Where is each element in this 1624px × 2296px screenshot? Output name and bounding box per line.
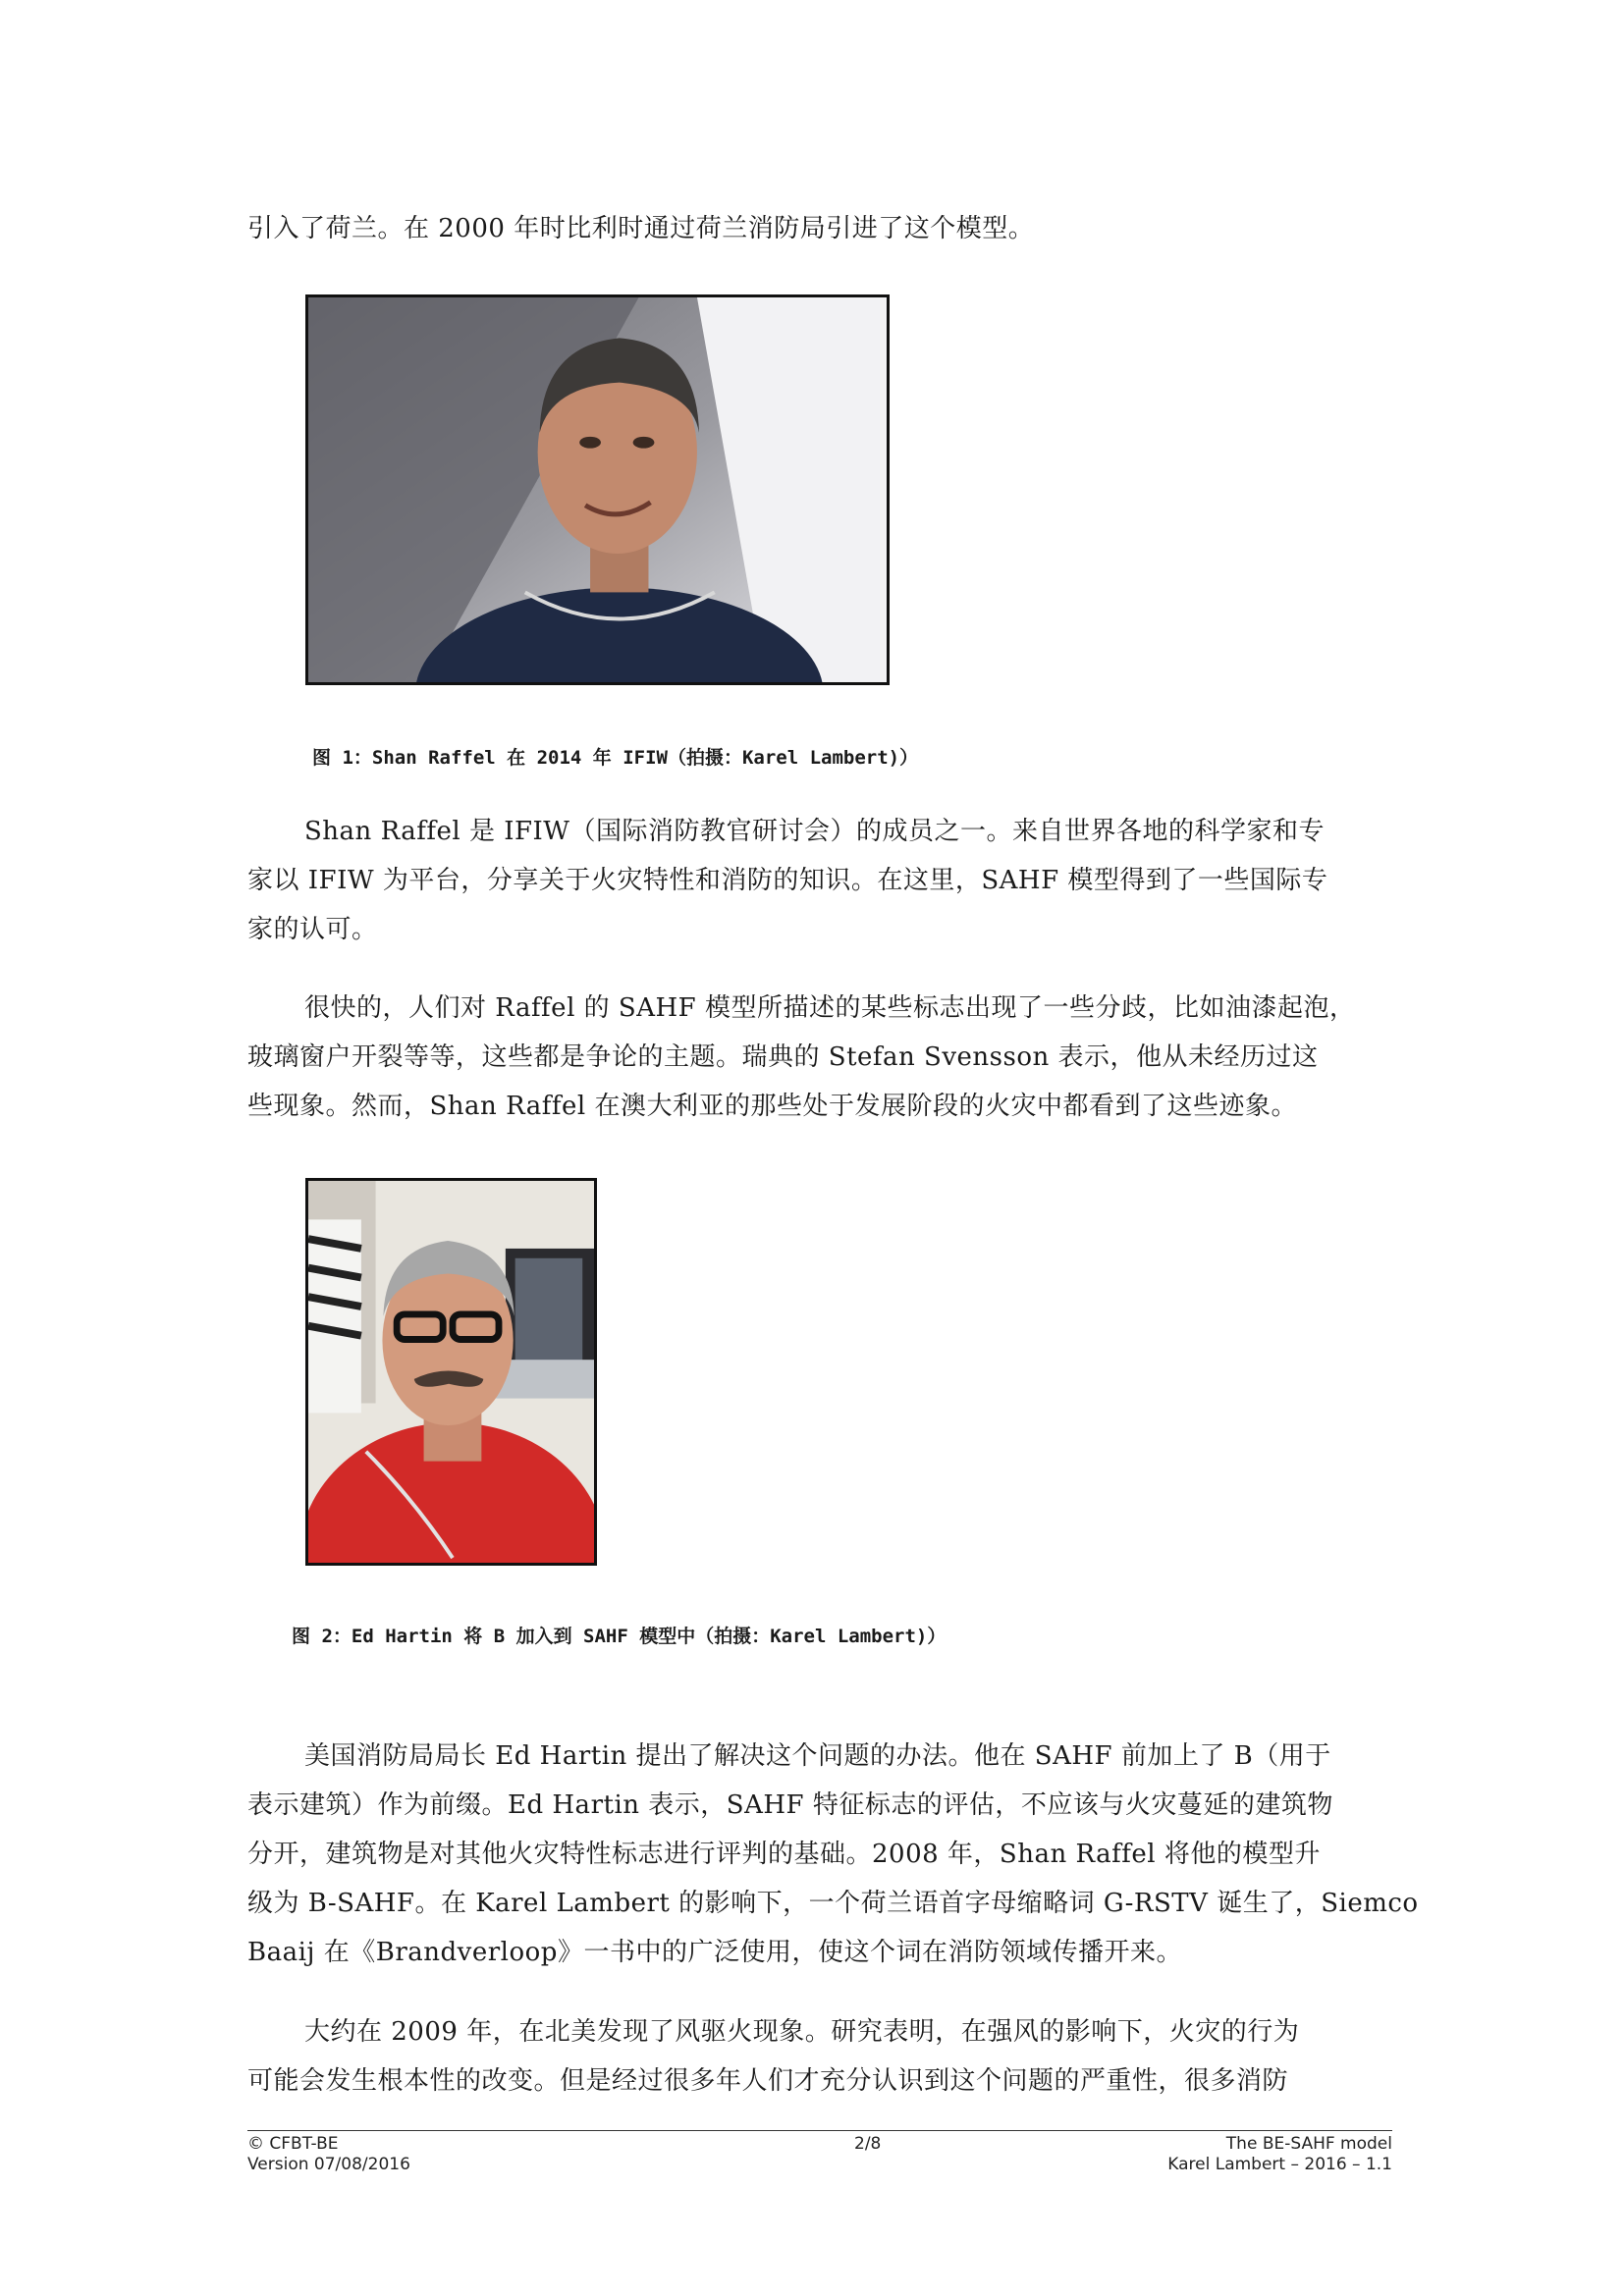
paragraph-dispute [247, 984, 1394, 1131]
portrait-photo-icon [308, 297, 887, 682]
footer-right [1167, 2134, 1392, 2175]
text-line: 美国消防局局长 Ed Hartin 提出了解决这个问题的办法。他在 SAHF 前加上了 B（用于 [304, 1741, 1331, 1771]
figure-1-image [305, 294, 890, 685]
page-number: 2/8 [854, 2134, 882, 2154]
paragraph-ifiw [247, 807, 1394, 954]
figure-1-caption: 图 1：Shan Raffel 在 2014 年 IFIW（拍摄：Karel Lambert)） [312, 747, 919, 769]
footer-version: Version 07/08/2016 [247, 2155, 410, 2174]
text-line: 引入了荷兰。在 2000 年时比利时通过荷兰消防局引进了这个模型。 [247, 214, 1035, 243]
text-line: 可能会发生根本性的改变。但是经过很多年人们才充分认识到这个问题的严重性，很多消防 [247, 2066, 1289, 2096]
figure-2-caption: 图 2：Ed Hartin 将 B 加入到 SAHF 模型中（拍摄：Karel Lambert)） [292, 1626, 947, 1647]
paragraph-intro [247, 204, 1394, 253]
text-line: 分开，建筑物是对其他火灾特性标志进行评判的基础。2008 年，Shan Raffel 将他的模型升 [247, 1840, 1321, 1869]
footer-divider [247, 2130, 1392, 2131]
text-line: 玻璃窗户开裂等等，这些都是争论的主题。瑞典的 Stefan Svensson 表示，他从未经历过这 [247, 1042, 1319, 1072]
figure-2-image [305, 1178, 597, 1566]
text-line: 表示建筑）作为前缀。Ed Hartin 表示，SAHF 特征标志的评估，不应该与火灾蔓延的建筑物 [247, 1790, 1333, 1820]
footer-copyright: © CFBT-BE [247, 2134, 339, 2154]
text-line: 家的认可。 [247, 915, 378, 944]
paragraph-wind-driven-fire [247, 2007, 1394, 2106]
footer-left [247, 2134, 410, 2175]
footer-author: Karel Lambert – 2016 – 1.1 [1167, 2155, 1392, 2174]
portrait-photo-icon [308, 1181, 594, 1563]
text-line: 很快的，人们对 Raffel 的 SAHF 模型所描述的某些标志出现了一些分歧，比如油漆起泡， [304, 993, 1356, 1023]
paragraph-hartin [247, 1732, 1419, 1977]
text-line: 些现象。然而，Shan Raffel 在澳大利亚的那些处于发展阶段的火灾中都看到了这些迹象。 [247, 1092, 1297, 1121]
footer-page-number [854, 2134, 881, 2155]
text-line: 大约在 2009 年，在北美发现了风驱火现象。研究表明，在强风的影响下，火灾的行为 [304, 2017, 1300, 2047]
text-line: Shan Raffel 是 IFIW（国际消防教官研讨会）的成员之一。来自世界各地的科学家和专 [304, 817, 1326, 846]
footer-doc-title: The BE-SAHF model [1225, 2134, 1392, 2154]
text-line: Baaij 在《Brandverloop》一书中的广泛使用，使这个词在消防领域传播开来。 [247, 1938, 1182, 1967]
text-line: 家以 IFIW 为平台，分享关于火灾特性和消防的知识。在这里，SAHF 模型得到了一些国际专 [247, 866, 1328, 895]
text-line: 级为 B-SAHF。在 Karel Lambert 的影响下，一个荷兰语首字母缩略词 G-RSTV 诞生了，Siemco [247, 1889, 1419, 1918]
